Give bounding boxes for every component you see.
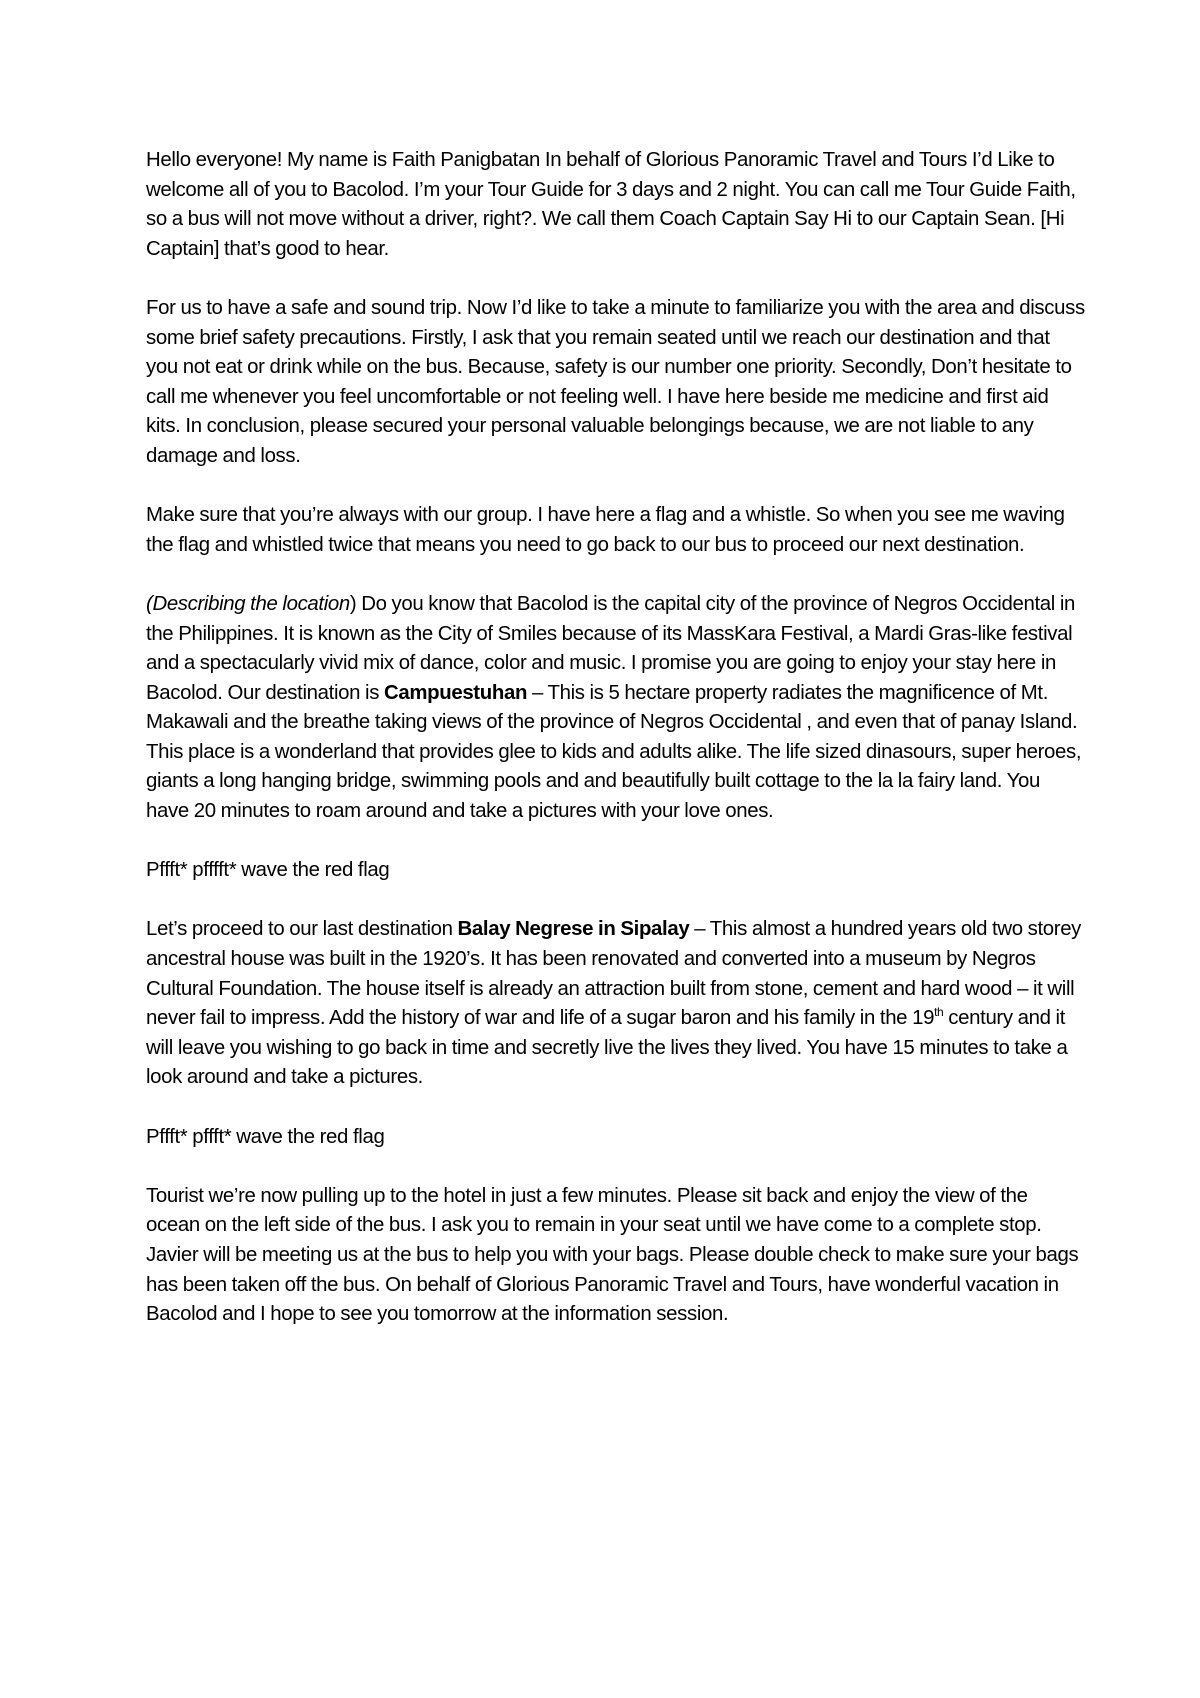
paragraph-group [146,501,1086,560]
paragraph-location [146,590,1086,827]
text-run: – This is 5 hectare property radiates the magnificence of Mt. Makawali and the breathe taking views of the province of Negros Occidental , and even that of panay Island. This place is a wonderland that provides glee to kids and adults alike. The life sized dinasours, super heroes, giants a long hanging bridge, swimming pools and and beautifully built cottage to the la la fairy land. You have 20 minutes to roam around and take a pictures with your love ones. [146,681,1082,823]
paragraph-hotel [146,1182,1086,1330]
paragraph-signal-2 [146,1123,1086,1153]
paragraph-safety [146,294,1086,472]
superscript-run: th [934,1005,944,1020]
text-run: For us to have a safe and sound trip. Now I’d like to take a minute to familiarize you with the area and discuss some brief safety precautions. Firstly, I ask that you remain seated until we reach our destination and that you not eat or drink while on the bus. Because, safety is our number one priority. Secondly, Don’t hesitate to call me whenever you feel uncomfortable or not feeling well. I have here beside me medicine and first aid kits. In conclusion, please secured your personal valuable belongings because, we are not liable to any damage and loss. [146,296,1085,467]
text-run: – This almost a hundred years old two storey ancestral house was built in the 1920’s. It has been renovated and converted into a museum by Negros Cultural Foundation. The house itself is already an attraction built from stone, cement and hard wood – it will never fail to impress. Add the history of war and life of a sugar baron and his family in the 19 [146,918,1082,1030]
bold-run-balay-negrese: Balay Negrese in Sipalay [457,918,690,941]
paragraph-balay [146,915,1086,1093]
text-run: century and it will leave you wishing to go back in time and secretly live the lives they lived. You have 15 minutes to take a look around and take a pictures. [146,1007,1068,1089]
text-run: ) Do you know that Bacolod is the capital city of the province of Negros Occidental in the Philippines. It is known as the City of Smiles because of its MassKara Festival, a Mardi Gras-like festival and a spectacularly vivid mix of dance, color and music. I promise you are going to enjoy your stay here in Bacolod. Our destination is [146,592,1076,704]
paragraph-intro [146,146,1086,264]
text-run: Pffft* pffft* wave the red flag [146,1125,385,1148]
text-run: Tourist we’re now pulling up to the hotel in just a few minutes. Please sit back and enjoy the view of the ocean on the left side of the bus. I ask you to remain in your seat until we have come to a complete stop. Javier will be meeting us at the bus to help you with your bags. Please double check to make sure your bags has been taken off the bus. On behalf of Glorious Panoramic Travel and Tours, have wonderful vacation in Bacolod and I hope to see you tomorrow at the information session. [146,1184,1079,1326]
text-run: Pffft* pfffft* wave the red flag [146,859,390,882]
bold-run-campuestuhan: Campuestuhan [383,681,528,704]
italic-run: (Describing the location [146,592,350,615]
text-run: Make sure that you’re always with our group. I have here a flag and a whistle. So when you see me waving the flag and whistled twice that means you need to go back to our bus to proceed our next destination. [146,504,1065,556]
text-run: Let’s proceed to our last destination [146,918,458,941]
paragraph-signal-1 [146,856,1086,886]
text-run: Hello everyone! My name is Faith Panigbatan In behalf of Glorious Panoramic Travel and Tours I’d Like to welcome all of you to Bacolod. I’m your Tour Guide for 3 days and 2 night. You can call me Tour Guide Faith, so a bus will not move without a driver, right?. We call them Coach Captain Say Hi to our Captain Sean. [Hi Captain] that’s good to hear. [146,149,1076,260]
document-body [146,146,1086,1330]
